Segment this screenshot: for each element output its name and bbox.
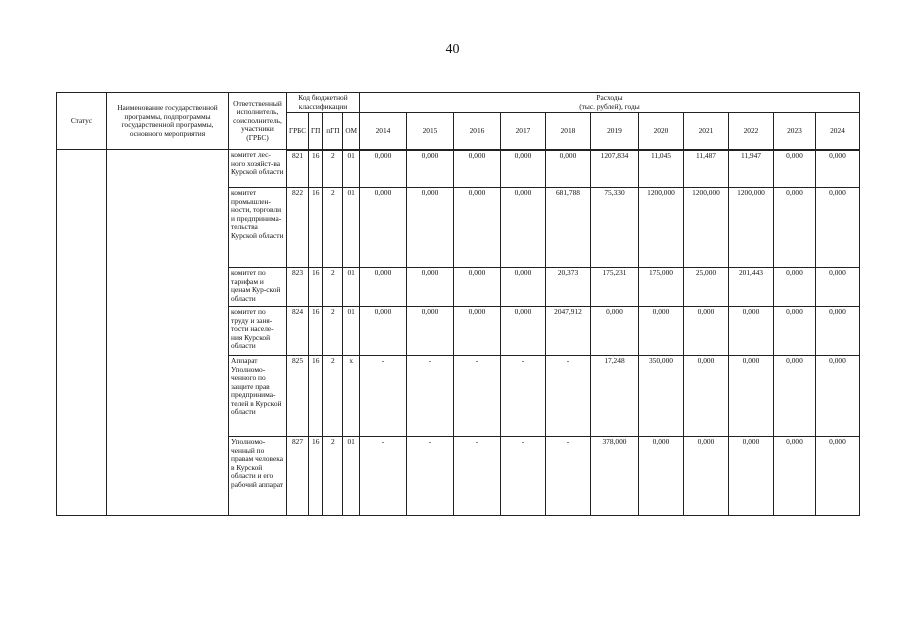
value-cell: 0,000	[500, 150, 545, 188]
header-year: 2019	[590, 113, 638, 150]
executor-cell: Аппарат Уполномо-ченного по защите прав предпринима-телей в Курской области	[229, 356, 287, 437]
value-cell: 1200,000	[683, 188, 728, 268]
value-cell: 1200,000	[728, 188, 773, 268]
header-expenses-unit: (тыс. рублей), годы	[579, 101, 640, 111]
code-om: 01	[343, 437, 360, 516]
value-cell: 25,000	[683, 268, 728, 307]
code-gp: 16	[309, 150, 323, 188]
code-grbs: 824	[287, 307, 309, 356]
header-status: Статус	[57, 93, 107, 150]
code-pgp: 2	[323, 307, 343, 356]
value-cell: 75,330	[590, 188, 638, 268]
code-pgp: 2	[323, 188, 343, 268]
header-year: 2021	[683, 113, 728, 150]
code-grbs: 823	[287, 268, 309, 307]
value-cell: 0,000	[728, 307, 773, 356]
value-cell: 0,000	[773, 150, 815, 188]
value-cell: 0,000	[683, 356, 728, 437]
value-cell: 0,000	[815, 188, 859, 268]
value-cell: 0,000	[773, 437, 815, 516]
value-cell: -	[453, 437, 500, 516]
value-cell: 0,000	[406, 188, 453, 268]
header-year: 2017	[500, 113, 545, 150]
header-budget-code: Код бюджетной классификации	[287, 93, 360, 113]
header-year: 2020	[638, 113, 683, 150]
value-cell: 0,000	[359, 150, 406, 188]
value-cell: -	[453, 356, 500, 437]
value-cell: 0,000	[406, 268, 453, 307]
value-cell: 11,947	[728, 150, 773, 188]
value-cell: 378,000	[590, 437, 638, 516]
value-cell: 1207,834	[590, 150, 638, 188]
header-code-pgp: пГП	[323, 113, 343, 150]
value-cell: 0,000	[500, 268, 545, 307]
code-grbs: 825	[287, 356, 309, 437]
value-cell: -	[500, 356, 545, 437]
executor-cell: комитет промышлен-ности, торговли и предпринима-тельства Курской области	[229, 188, 287, 268]
value-cell: 17,248	[590, 356, 638, 437]
status-cell	[57, 150, 107, 516]
value-cell: 0,000	[545, 150, 590, 188]
code-gp: 16	[309, 437, 323, 516]
value-cell: 0,000	[500, 307, 545, 356]
code-gp: 16	[309, 188, 323, 268]
value-cell: 175,000	[638, 268, 683, 307]
budget-table	[56, 92, 860, 516]
value-cell: 2047,912	[545, 307, 590, 356]
code-gp: 16	[309, 307, 323, 356]
header-year: 2024	[815, 113, 859, 150]
value-cell: 0,000	[728, 356, 773, 437]
value-cell: 0,000	[638, 307, 683, 356]
executor-cell: комитет лес-ного хозяйст-ва Курской области	[229, 150, 287, 188]
code-grbs: 827	[287, 437, 309, 516]
header-code-gp: ГП	[309, 113, 323, 150]
value-cell: 0,000	[815, 150, 859, 188]
header-expenses-title: Расходы	[596, 93, 623, 102]
value-cell: 0,000	[359, 188, 406, 268]
value-cell: 0,000	[773, 188, 815, 268]
code-om: 01	[343, 307, 360, 356]
value-cell: 0,000	[453, 307, 500, 356]
value-cell: 0,000	[359, 268, 406, 307]
value-cell: -	[406, 437, 453, 516]
value-cell: 175,231	[590, 268, 638, 307]
value-cell: 0,000	[815, 356, 859, 437]
value-cell: 0,000	[453, 268, 500, 307]
code-pgp: 2	[323, 356, 343, 437]
value-cell: 0,000	[773, 307, 815, 356]
program-name-cell	[107, 150, 229, 516]
value-cell: 0,000	[815, 307, 859, 356]
value-cell: 0,000	[406, 150, 453, 188]
code-om: 01	[343, 150, 360, 188]
value-cell: 681,788	[545, 188, 590, 268]
value-cell: 0,000	[359, 307, 406, 356]
code-pgp: 2	[323, 268, 343, 307]
value-cell: 0,000	[815, 437, 859, 516]
code-om: 01	[343, 268, 360, 307]
header-code-om: ОМ	[343, 113, 360, 150]
value-cell: 0,000	[773, 268, 815, 307]
value-cell: 0,000	[683, 307, 728, 356]
value-cell: 0,000	[590, 307, 638, 356]
value-cell: 0,000	[406, 307, 453, 356]
header-expenses	[359, 93, 859, 113]
executor-cell: комитет по тарифам и ценам Кур-ской области	[229, 268, 287, 307]
executor-cell: комитет по труду и заня-тости населе-ния Курской области	[229, 307, 287, 356]
header-year: 2014	[359, 113, 406, 150]
value-cell: -	[545, 356, 590, 437]
header-year: 2023	[773, 113, 815, 150]
header-code-grbs: ГРБС	[287, 113, 309, 150]
code-grbs: 822	[287, 188, 309, 268]
value-cell: -	[500, 437, 545, 516]
header-name: Наименование государственной программы, подпрограммы государственной программы, основного мероприятия	[107, 93, 229, 150]
value-cell: 0,000	[453, 150, 500, 188]
header-executor: Ответственный исполнитель, соисполнитель, участники (ГРБС)	[229, 93, 287, 150]
value-cell: 20,373	[545, 268, 590, 307]
executor-cell: Уполномо-ченный по правам человека в Курской области и его рабочий аппарат	[229, 437, 287, 516]
value-cell: 0,000	[683, 437, 728, 516]
value-cell: 0,000	[453, 188, 500, 268]
table-row	[57, 150, 860, 188]
value-cell: 0,000	[728, 437, 773, 516]
value-cell: 201,443	[728, 268, 773, 307]
code-grbs: 821	[287, 150, 309, 188]
header-year: 2016	[453, 113, 500, 150]
value-cell: -	[406, 356, 453, 437]
value-cell: 11,045	[638, 150, 683, 188]
value-cell: 0,000	[815, 268, 859, 307]
value-cell: 1200,000	[638, 188, 683, 268]
header-year: 2022	[728, 113, 773, 150]
header-year: 2018	[545, 113, 590, 150]
value-cell: 350,000	[638, 356, 683, 437]
code-pgp: 2	[323, 437, 343, 516]
value-cell: 0,000	[773, 356, 815, 437]
value-cell: 11,487	[683, 150, 728, 188]
value-cell: -	[545, 437, 590, 516]
page-number: 40	[445, 42, 460, 57]
code-om: 01	[343, 188, 360, 268]
value-cell: 0,000	[638, 437, 683, 516]
header-year: 2015	[406, 113, 453, 150]
code-gp: 16	[309, 268, 323, 307]
code-om: x	[343, 356, 360, 437]
code-gp: 16	[309, 356, 323, 437]
value-cell: 0,000	[500, 188, 545, 268]
value-cell: -	[359, 356, 406, 437]
code-pgp: 2	[323, 150, 343, 188]
value-cell: -	[359, 437, 406, 516]
